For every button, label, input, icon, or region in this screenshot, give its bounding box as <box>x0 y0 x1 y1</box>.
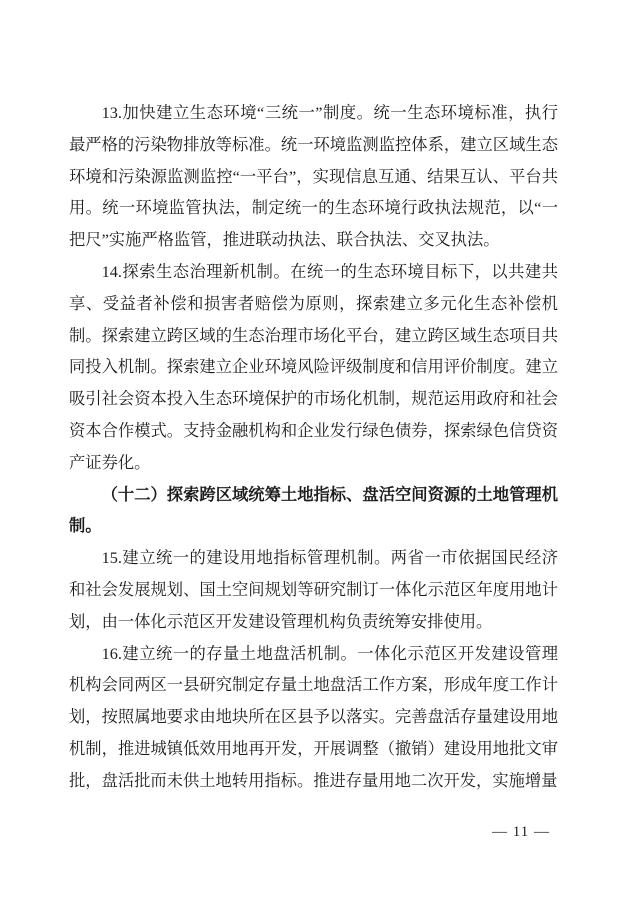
document-body <box>69 97 558 797</box>
paragraph-16: 16.建立统一的存量土地盘活机制。一体化示范区开发建设管理机构会同两区一县研究制定存量土地盘活工作方案，形成年度工作计划，按照属地要求由地块所在区县予以落实。完善盘活存量建设用地机制，推进城镇低效用地再开发，开展调整（撤销）建设用地批文审批，盘活批而未供土地转用指标。推进存量用地二次开发，实施增量 <box>69 643 558 790</box>
page-number: — 11 — <box>492 824 550 840</box>
paragraph-13: 13.加快建立生态环境“三统一”制度。统一生态环境标准，执行最严格的污染物排放等标准。统一环境监测监控体系，建立区域生态环境和污染源监测监控“一平台”，实现信息互通、结果互认、平台共用。统一环境监管执法，制定统一的生态环境行政执法规范，以“一把尺”实施严格监管，推进联动执法、联合执法、交叉执法。 <box>69 103 558 250</box>
paragraph-14: 14.探索生态治理新机制。在统一的生态环境目标下，以共建共享、受益者补偿和损害者赔偿为原则，探索建立多元化生态补偿机制。探索建立跨区域的生态治理市场化平台，建立跨区域生态项目共同投入机制。探索建立企业环境风险评级制度和信用评价制度。建立吸引社会资本投入生态环境保护的市场化机制，规范运用政府和社会资本合作模式。支持金融机构和企业发行绿色债券，探索绿色信贷资产证券化。 <box>69 261 558 472</box>
paragraph-15: 15.建立统一的建设用地指标管理机制。两省一市依据国民经济和社会发展规划、国土空间规划等研究制订一体化示范区年度用地计划，由一体化示范区开发建设管理机构负责统筹安排使用。 <box>69 548 558 631</box>
section-heading-12: （十二）探索跨区域统筹土地指标、盘活空间资源的土地管理机制。 <box>69 484 558 536</box>
